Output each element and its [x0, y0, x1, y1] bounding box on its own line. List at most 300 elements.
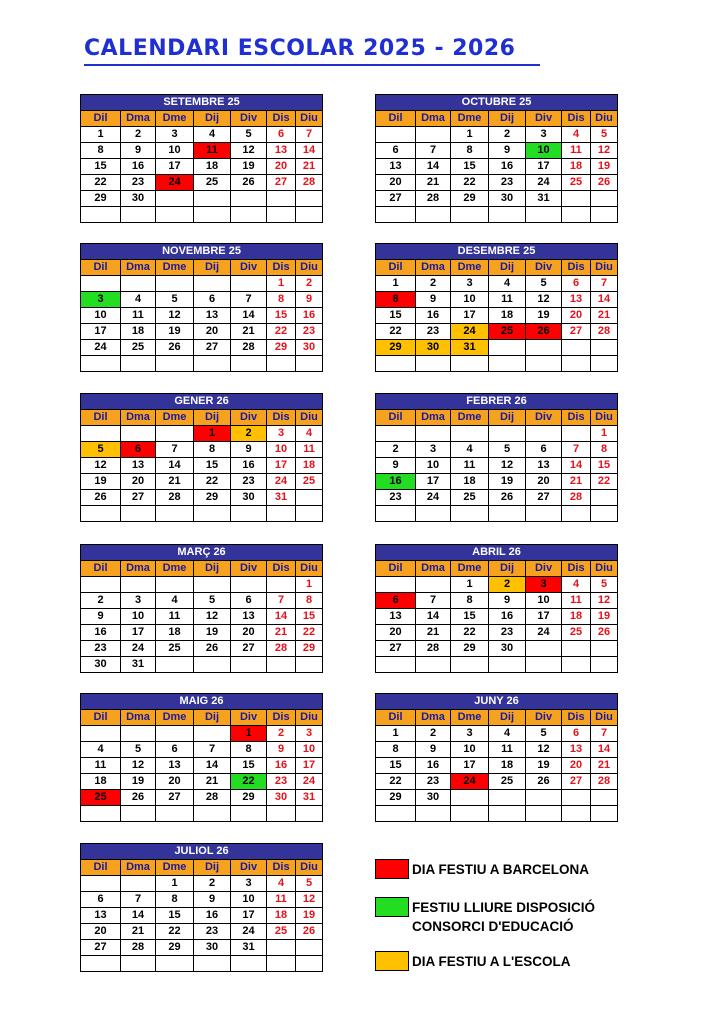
day-cell: 12	[489, 458, 526, 474]
weekday-header: Dil	[376, 111, 416, 127]
day-cell: 3	[267, 426, 296, 442]
empty-cell	[489, 657, 526, 673]
day-cell: 29	[81, 191, 121, 207]
day-cell: 15	[451, 159, 489, 175]
day-cell: 26	[526, 324, 562, 340]
month-title: JUNY 26	[376, 694, 618, 710]
weekday-header: Dma	[121, 111, 156, 127]
day-cell: 28	[296, 175, 323, 191]
empty-cell	[296, 806, 323, 822]
weekday-header: Dis	[562, 410, 591, 426]
day-cell: 9	[489, 593, 526, 609]
day-cell: 4	[121, 292, 156, 308]
day-cell: 26	[591, 175, 618, 191]
day-cell: 13	[376, 609, 416, 625]
day-cell: 8	[194, 442, 231, 458]
day-cell: 23	[121, 175, 156, 191]
empty-cell	[267, 506, 296, 522]
day-cell: 22	[156, 924, 194, 940]
weekday-header: Dma	[416, 111, 451, 127]
day-cell: 17	[526, 159, 562, 175]
day-cell: 9	[376, 458, 416, 474]
empty-cell	[156, 726, 194, 742]
empty-cell	[267, 956, 296, 972]
empty-cell	[591, 356, 618, 372]
weekday-header: Dme	[451, 561, 489, 577]
empty-cell	[591, 806, 618, 822]
empty-cell	[591, 641, 618, 657]
weekday-header: Dij	[489, 710, 526, 726]
day-cell: 11	[451, 458, 489, 474]
empty-cell	[562, 790, 591, 806]
day-cell: 19	[489, 474, 526, 490]
day-cell: 1	[451, 577, 489, 593]
day-cell: 19	[296, 908, 323, 924]
empty-cell	[416, 127, 451, 143]
day-cell: 2	[267, 726, 296, 742]
day-cell: 16	[416, 758, 451, 774]
day-cell: 30	[121, 191, 156, 207]
day-cell: 23	[416, 324, 451, 340]
empty-cell	[121, 207, 156, 223]
day-cell: 7	[591, 726, 618, 742]
empty-cell	[489, 506, 526, 522]
weekday-header: Dil	[376, 561, 416, 577]
weekday-header: Div	[231, 111, 267, 127]
weekday-header: Dil	[376, 710, 416, 726]
day-cell: 1	[591, 426, 618, 442]
day-cell: 10	[121, 609, 156, 625]
empty-cell	[81, 806, 121, 822]
empty-cell	[376, 356, 416, 372]
empty-cell	[296, 657, 323, 673]
day-cell: 13	[81, 908, 121, 924]
weekday-header: Diu	[591, 710, 618, 726]
empty-cell	[562, 356, 591, 372]
day-cell: 16	[296, 308, 323, 324]
weekday-header: Div	[231, 710, 267, 726]
day-cell: 13	[121, 458, 156, 474]
day-cell: 18	[81, 774, 121, 790]
day-cell: 17	[526, 609, 562, 625]
day-cell: 11	[489, 742, 526, 758]
day-cell: 28	[416, 641, 451, 657]
weekday-header: Div	[231, 860, 267, 876]
day-cell: 15	[194, 458, 231, 474]
day-cell: 7	[267, 593, 296, 609]
day-cell: 5	[296, 876, 323, 892]
empty-cell	[526, 356, 562, 372]
weekday-header: Dme	[451, 410, 489, 426]
day-cell: 12	[156, 308, 194, 324]
day-cell: 14	[121, 908, 156, 924]
day-cell: 23	[194, 924, 231, 940]
day-cell: 23	[489, 625, 526, 641]
day-cell: 29	[376, 340, 416, 356]
month-calendar	[80, 843, 322, 972]
empty-cell	[267, 806, 296, 822]
day-cell: 27	[231, 641, 267, 657]
month-calendar	[375, 94, 617, 223]
empty-cell	[194, 191, 231, 207]
day-cell: 24	[451, 324, 489, 340]
day-cell: 9	[416, 742, 451, 758]
empty-cell	[562, 641, 591, 657]
weekday-header: Dme	[156, 710, 194, 726]
empty-cell	[562, 207, 591, 223]
day-cell: 22	[296, 625, 323, 641]
empty-cell	[376, 426, 416, 442]
day-cell: 3	[526, 127, 562, 143]
day-cell: 21	[156, 474, 194, 490]
weekday-header: Dme	[156, 561, 194, 577]
empty-cell	[562, 426, 591, 442]
empty-cell	[451, 806, 489, 822]
month-calendar	[80, 693, 322, 822]
empty-cell	[591, 207, 618, 223]
day-cell: 19	[526, 308, 562, 324]
day-cell: 1	[156, 876, 194, 892]
empty-cell	[121, 577, 156, 593]
day-cell: 11	[296, 442, 323, 458]
empty-cell	[156, 506, 194, 522]
day-cell: 16	[267, 758, 296, 774]
empty-cell	[526, 426, 562, 442]
empty-cell	[416, 426, 451, 442]
day-cell: 10	[81, 308, 121, 324]
day-cell: 1	[376, 726, 416, 742]
weekday-header: Dis	[562, 710, 591, 726]
day-cell: 7	[416, 143, 451, 159]
weekday-header: Div	[526, 410, 562, 426]
day-cell: 5	[591, 577, 618, 593]
day-cell: 15	[81, 159, 121, 175]
day-cell: 11	[121, 308, 156, 324]
day-cell: 1	[194, 426, 231, 442]
weekday-header: Dij	[194, 710, 231, 726]
day-cell: 5	[231, 127, 267, 143]
month-title: OCTUBRE 25	[376, 95, 618, 111]
weekday-header: Dil	[81, 860, 121, 876]
day-cell: 8	[376, 292, 416, 308]
empty-cell	[231, 276, 267, 292]
day-cell: 17	[451, 758, 489, 774]
empty-cell	[231, 506, 267, 522]
day-cell: 29	[376, 790, 416, 806]
day-cell: 14	[156, 458, 194, 474]
day-cell: 29	[194, 490, 231, 506]
weekday-header: Div	[231, 561, 267, 577]
empty-cell	[591, 790, 618, 806]
empty-cell	[526, 506, 562, 522]
day-cell: 9	[81, 609, 121, 625]
day-cell: 3	[121, 593, 156, 609]
day-cell: 19	[591, 609, 618, 625]
weekday-header: Dil	[81, 710, 121, 726]
day-cell: 3	[231, 876, 267, 892]
empty-cell	[416, 207, 451, 223]
day-cell: 4	[562, 577, 591, 593]
weekday-header: Diu	[591, 260, 618, 276]
day-cell: 14	[416, 609, 451, 625]
day-cell: 9	[489, 143, 526, 159]
month-title: ABRIL 26	[376, 545, 618, 561]
empty-cell	[156, 426, 194, 442]
weekday-header: Dil	[81, 561, 121, 577]
day-cell: 28	[416, 191, 451, 207]
empty-cell	[231, 207, 267, 223]
day-cell: 7	[562, 442, 591, 458]
empty-cell	[296, 356, 323, 372]
empty-cell	[81, 356, 121, 372]
day-cell: 12	[591, 593, 618, 609]
day-cell: 7	[194, 742, 231, 758]
day-cell: 26	[489, 490, 526, 506]
day-cell: 17	[156, 159, 194, 175]
legend-label: FESTIU LLIURE DISPOSICIÓ CONSORCI D'EDUCACIÓ	[412, 900, 596, 934]
day-cell: 10	[416, 458, 451, 474]
day-cell: 12	[296, 892, 323, 908]
empty-cell	[194, 657, 231, 673]
day-cell: 5	[81, 442, 121, 458]
day-cell: 19	[194, 625, 231, 641]
day-cell: 27	[562, 324, 591, 340]
day-cell: 22	[231, 774, 267, 790]
day-cell: 25	[156, 641, 194, 657]
empty-cell	[121, 426, 156, 442]
month-title: MAIG 26	[81, 694, 323, 710]
weekday-header: Dma	[121, 860, 156, 876]
day-cell: 9	[267, 742, 296, 758]
month-calendar	[80, 544, 322, 673]
day-cell: 3	[451, 276, 489, 292]
weekday-header: Diu	[296, 410, 323, 426]
day-cell: 30	[194, 940, 231, 956]
day-cell: 20	[376, 625, 416, 641]
day-cell: 8	[451, 593, 489, 609]
day-cell: 4	[81, 742, 121, 758]
day-cell: 26	[156, 340, 194, 356]
empty-cell	[81, 726, 121, 742]
day-cell: 15	[451, 609, 489, 625]
day-cell: 11	[81, 758, 121, 774]
empty-cell	[81, 577, 121, 593]
day-cell: 6	[526, 442, 562, 458]
day-cell: 20	[194, 324, 231, 340]
empty-cell	[416, 657, 451, 673]
empty-cell	[562, 657, 591, 673]
day-cell: 19	[526, 758, 562, 774]
day-cell: 3	[296, 726, 323, 742]
day-cell: 26	[231, 175, 267, 191]
weekday-header: Dis	[267, 710, 296, 726]
weekday-header: Diu	[591, 561, 618, 577]
weekday-header: Dme	[451, 260, 489, 276]
weekday-header: Dme	[156, 111, 194, 127]
day-cell: 16	[416, 308, 451, 324]
weekday-header: Div	[526, 710, 562, 726]
empty-cell	[81, 506, 121, 522]
day-cell: 24	[451, 774, 489, 790]
day-cell: 29	[451, 191, 489, 207]
day-cell: 18	[194, 159, 231, 175]
day-cell: 8	[591, 442, 618, 458]
empty-cell	[489, 790, 526, 806]
weekday-header: Diu	[296, 710, 323, 726]
day-cell: 3	[81, 292, 121, 308]
day-cell: 26	[81, 490, 121, 506]
empty-cell	[267, 657, 296, 673]
day-cell: 18	[296, 458, 323, 474]
empty-cell	[121, 356, 156, 372]
day-cell: 4	[489, 726, 526, 742]
day-cell: 19	[121, 774, 156, 790]
day-cell: 3	[156, 127, 194, 143]
day-cell: 22	[591, 474, 618, 490]
day-cell: 23	[231, 474, 267, 490]
day-cell: 10	[526, 593, 562, 609]
empty-cell	[194, 956, 231, 972]
weekday-header: Dij	[194, 260, 231, 276]
day-cell: 7	[296, 127, 323, 143]
day-cell: 4	[451, 442, 489, 458]
day-cell: 23	[376, 490, 416, 506]
empty-cell	[416, 577, 451, 593]
day-cell: 19	[81, 474, 121, 490]
empty-cell	[156, 577, 194, 593]
empty-cell	[194, 726, 231, 742]
month-calendar	[80, 94, 322, 223]
weekday-header: Dis	[562, 111, 591, 127]
day-cell: 10	[267, 442, 296, 458]
weekday-header: Div	[526, 111, 562, 127]
weekday-header: Dme	[156, 860, 194, 876]
month-title: FEBRER 26	[376, 394, 618, 410]
day-cell: 22	[81, 175, 121, 191]
empty-cell	[194, 806, 231, 822]
day-cell: 26	[121, 790, 156, 806]
day-cell: 13	[156, 758, 194, 774]
day-cell: 6	[231, 593, 267, 609]
empty-cell	[121, 956, 156, 972]
day-cell: 10	[156, 143, 194, 159]
day-cell: 1	[296, 577, 323, 593]
empty-cell	[376, 577, 416, 593]
day-cell: 11	[489, 292, 526, 308]
empty-cell	[376, 127, 416, 143]
empty-cell	[296, 506, 323, 522]
day-cell: 21	[591, 758, 618, 774]
empty-cell	[267, 191, 296, 207]
legend-label: DIA FESTIU A L'ESCOLA	[412, 954, 571, 969]
day-cell: 12	[81, 458, 121, 474]
day-cell: 9	[194, 892, 231, 908]
day-cell: 24	[81, 340, 121, 356]
day-cell: 24	[296, 774, 323, 790]
empty-cell	[231, 956, 267, 972]
empty-cell	[81, 426, 121, 442]
empty-cell	[489, 806, 526, 822]
empty-cell	[451, 207, 489, 223]
empty-cell	[591, 490, 618, 506]
day-cell: 1	[376, 276, 416, 292]
day-cell: 9	[231, 442, 267, 458]
day-cell: 30	[81, 657, 121, 673]
empty-cell	[526, 340, 562, 356]
day-cell: 25	[81, 790, 121, 806]
day-cell: 30	[489, 191, 526, 207]
empty-cell	[81, 207, 121, 223]
weekday-header: Dis	[267, 111, 296, 127]
day-cell: 28	[194, 790, 231, 806]
day-cell: 21	[591, 308, 618, 324]
day-cell: 8	[267, 292, 296, 308]
day-cell: 14	[562, 458, 591, 474]
month-calendar	[375, 693, 617, 822]
weekday-header: Dij	[194, 111, 231, 127]
day-cell: 21	[267, 625, 296, 641]
empty-cell	[231, 806, 267, 822]
day-cell: 4	[194, 127, 231, 143]
day-cell: 10	[451, 292, 489, 308]
empty-cell	[267, 356, 296, 372]
day-cell: 8	[156, 892, 194, 908]
empty-cell	[376, 207, 416, 223]
day-cell: 24	[121, 641, 156, 657]
day-cell: 12	[591, 143, 618, 159]
day-cell: 7	[121, 892, 156, 908]
day-cell: 2	[376, 442, 416, 458]
weekday-header: Diu	[296, 860, 323, 876]
day-cell: 4	[296, 426, 323, 442]
empty-cell	[156, 207, 194, 223]
day-cell: 15	[376, 308, 416, 324]
empty-cell	[156, 806, 194, 822]
empty-cell	[296, 940, 323, 956]
empty-cell	[156, 956, 194, 972]
day-cell: 2	[81, 593, 121, 609]
weekday-header: Div	[526, 260, 562, 276]
day-cell: 24	[526, 625, 562, 641]
day-cell: 6	[376, 143, 416, 159]
day-cell: 5	[591, 127, 618, 143]
day-cell: 16	[121, 159, 156, 175]
day-cell: 5	[121, 742, 156, 758]
day-cell: 14	[416, 159, 451, 175]
empty-cell	[121, 806, 156, 822]
weekday-header: Dil	[376, 260, 416, 276]
day-cell: 5	[194, 593, 231, 609]
day-cell: 6	[376, 593, 416, 609]
day-cell: 7	[231, 292, 267, 308]
empty-cell	[194, 207, 231, 223]
day-cell: 25	[451, 490, 489, 506]
day-cell: 31	[451, 340, 489, 356]
day-cell: 8	[451, 143, 489, 159]
month-calendar	[80, 393, 322, 522]
month-title: DESEMBRE 25	[376, 244, 618, 260]
day-cell: 8	[81, 143, 121, 159]
day-cell: 25	[121, 340, 156, 356]
weekday-header: Dme	[451, 710, 489, 726]
weekday-header: Dil	[81, 410, 121, 426]
empty-cell	[156, 356, 194, 372]
day-cell: 6	[121, 442, 156, 458]
day-cell: 2	[231, 426, 267, 442]
day-cell: 23	[416, 774, 451, 790]
day-cell: 1	[267, 276, 296, 292]
weekday-header: Dma	[416, 710, 451, 726]
